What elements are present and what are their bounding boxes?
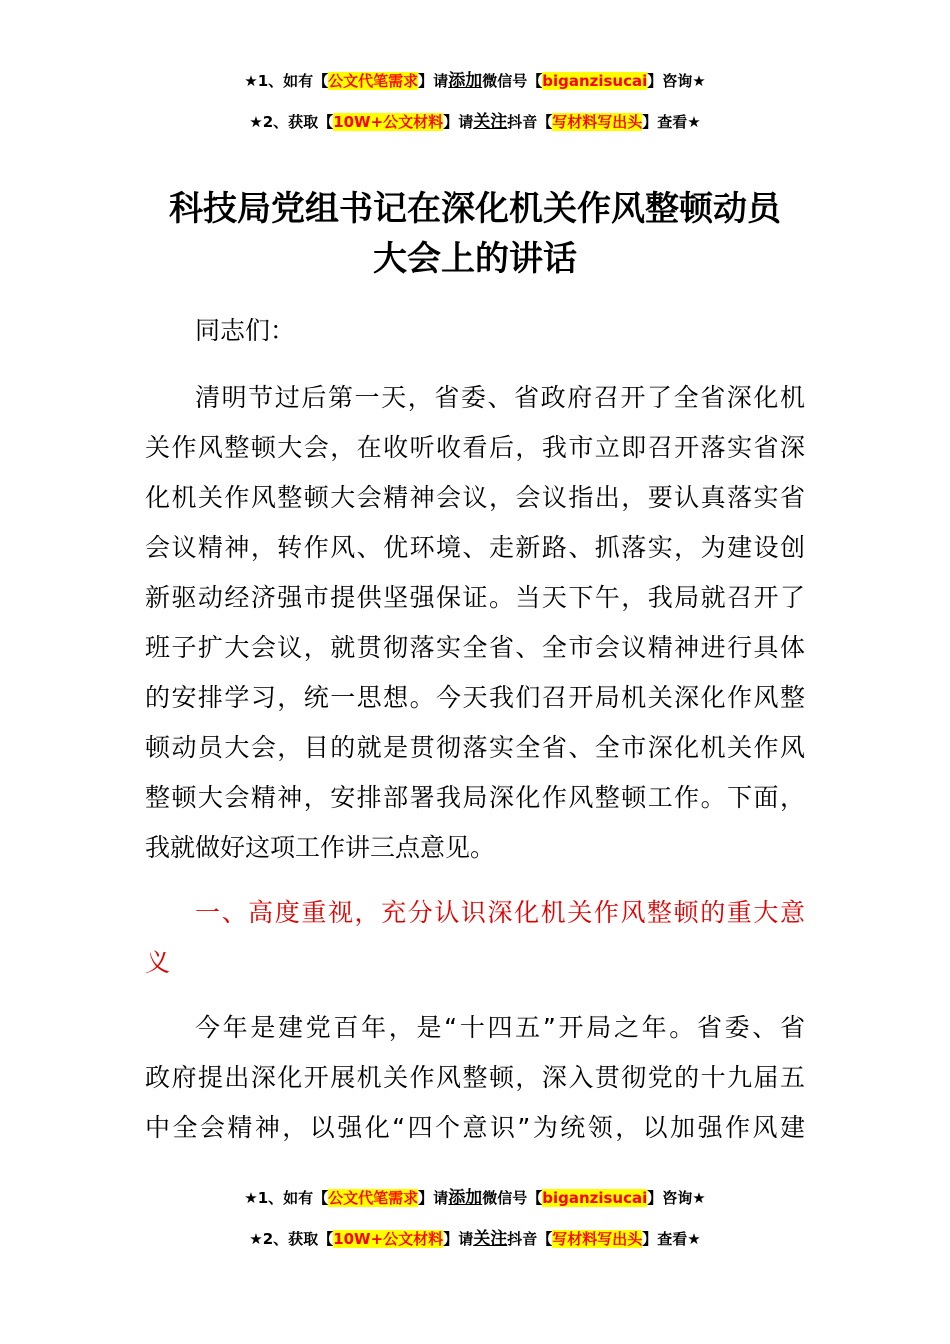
banner-text: 】请: [443, 1230, 474, 1248]
paragraph-line: 我就做好这项工作讲三点意见。: [145, 833, 496, 862]
banner-highlight: 公文代笔需求: [328, 72, 419, 90]
banner-text: ★2、获取【: [249, 1230, 334, 1248]
banner-highlight: biganzisucai: [542, 72, 648, 90]
paragraph-line: 整顿大会精神，安排部署我局深化作风整顿工作。下面，: [145, 783, 805, 812]
banner-emphasis: 添加: [448, 71, 483, 91]
banner-text: 】请: [418, 1189, 449, 1207]
promo-banner-footer-line-2: [0, 1229, 950, 1249]
paragraph-line: 新驱动经济强市提供坚强保证。当天下午，我局就召开了: [145, 583, 805, 612]
banner-highlight: 写材料写出头: [552, 113, 643, 131]
banner-text: 微信号【: [482, 72, 543, 90]
section-heading-line: 义: [145, 948, 171, 977]
banner-text: ★2、获取【: [249, 113, 334, 131]
paragraph-line: 班子扩大会议，就贯彻落实全省、全市会议精神进行具体: [145, 633, 805, 662]
banner-text: 】查看★: [642, 113, 701, 131]
paragraph-line: 的安排学习，统一思想。今天我们召开局机关深化作风整: [145, 683, 805, 712]
banner-text: ★1、如有【: [244, 72, 329, 90]
paragraph-line: 顿动员大会，目的就是贯彻落实全省、全市深化机关作风: [145, 733, 805, 762]
banner-text: 】咨询★: [647, 72, 706, 90]
promo-banner-footer-line-1: [0, 1188, 950, 1208]
banner-emphasis: 关注: [473, 112, 508, 132]
document-title-line-1: 科技局党组书记在深化机关作风整顿动员: [169, 189, 781, 229]
banner-text: 抖音【: [507, 113, 553, 131]
banner-text: 微信号【: [482, 1189, 543, 1207]
paragraph-line: 政府提出深化开展机关作风整顿，深入贯彻党的十九届五: [145, 1063, 805, 1092]
banner-text: 】请: [443, 113, 474, 131]
banner-highlight: 写材料写出头: [552, 1230, 643, 1248]
banner-emphasis: 添加: [448, 1188, 483, 1208]
promo-banner-line-2: [0, 112, 950, 132]
banner-highlight: 10W+公文材料: [333, 1230, 444, 1248]
banner-text: 】咨询★: [647, 1189, 706, 1207]
paragraph-line: 清明节过后第一天，省委、省政府召开了全省深化机: [195, 383, 805, 412]
promo-banner-line-1: [0, 71, 950, 91]
document-title-line-2: 大会上的讲话: [373, 239, 577, 279]
paragraph-line: 会议精神，转作风、优环境、走新路、抓落实，为建设创: [145, 533, 805, 562]
paragraph-line: 关作风整顿大会，在收听收看后，我市立即召开落实省深: [145, 433, 805, 462]
paragraph-line: 中全会精神，以强化“四个意识”为统领，以加强作风建: [145, 1113, 805, 1142]
banner-highlight: 10W+公文材料: [333, 113, 444, 131]
paragraph-line: 今年是建党百年，是“十四五”开局之年。省委、省: [195, 1013, 805, 1042]
banner-highlight: biganzisucai: [542, 1189, 648, 1207]
banner-emphasis: 关注: [473, 1229, 508, 1249]
paragraph-line: 化机关作风整顿大会精神会议，会议指出，要认真落实省: [145, 483, 805, 512]
section-heading-line: 一、高度重视，充分认识深化机关作风整顿的重大意: [195, 898, 805, 927]
banner-text: 】请: [418, 72, 449, 90]
banner-text: 抖音【: [507, 1230, 553, 1248]
banner-text: 】查看★: [642, 1230, 701, 1248]
banner-highlight: 公文代笔需求: [328, 1189, 419, 1207]
banner-text: ★1、如有【: [244, 1189, 329, 1207]
salutation: 同志们：: [195, 316, 296, 345]
